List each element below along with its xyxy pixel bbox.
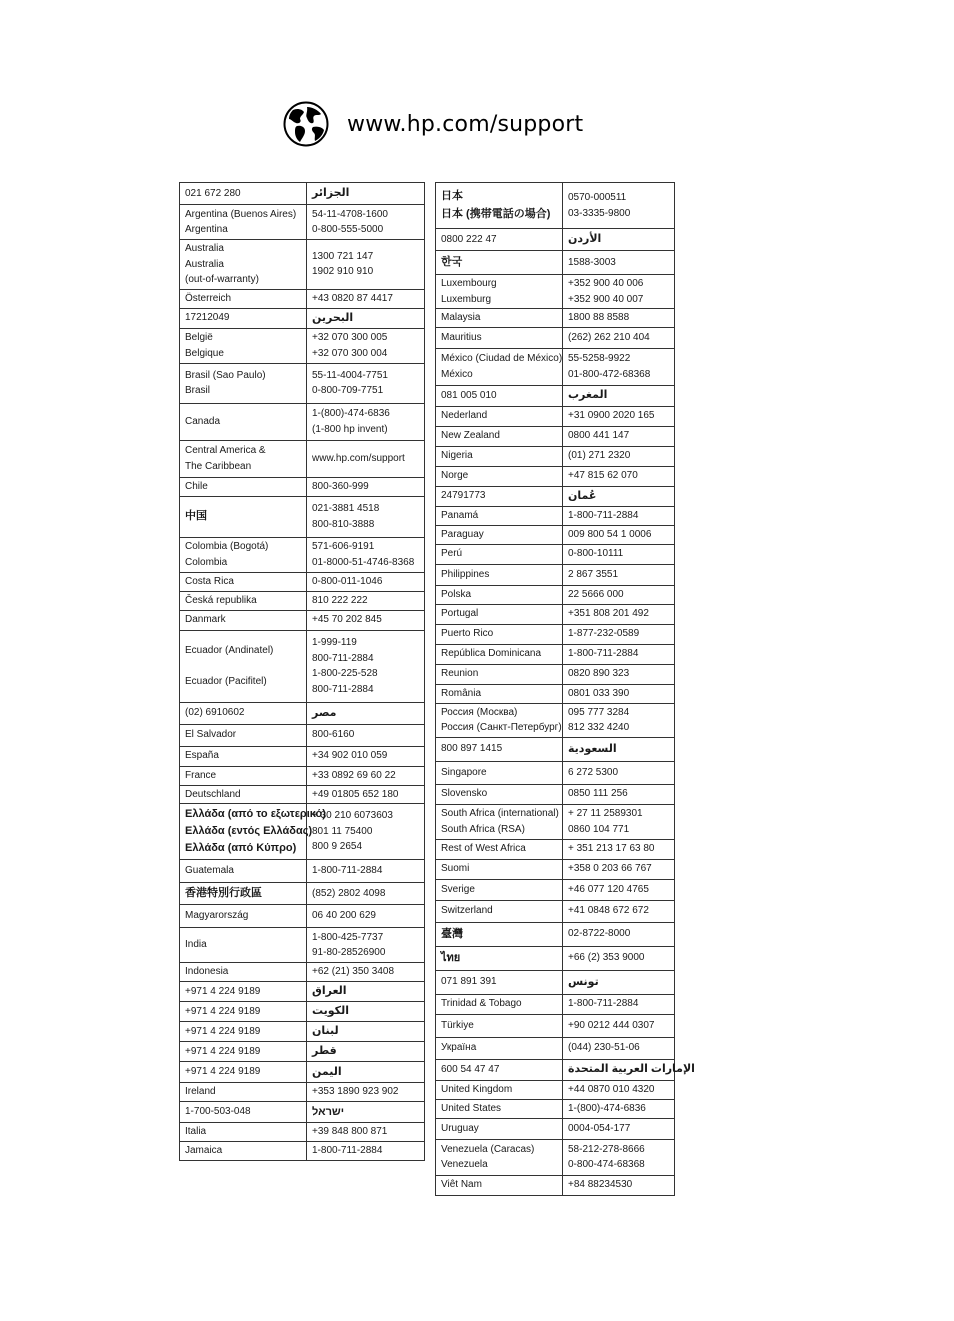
country-cell: México (Ciudad de México) México [436,348,563,385]
country-cell: +971 4 224 9189 [180,1042,307,1062]
table-row [436,525,675,544]
phone-cell: + 27 11 2589301 0860 104 771 [563,804,675,839]
table-row [180,963,425,982]
table-row [436,703,675,737]
table-row [436,1059,675,1080]
table-row [180,572,425,591]
table-row [436,446,675,466]
phone-cell: 1-(800)-474-6836 (1-800 hp invent) [307,403,425,440]
table-row [436,970,675,994]
country-cell: Canada [180,403,307,440]
country-cell: 한국 [436,251,563,275]
table-row [180,785,425,804]
table-row [180,1022,425,1042]
table-row [180,610,425,630]
country-cell: Україна [436,1037,563,1059]
phone-cell: +44 0870 010 4320 [563,1080,675,1099]
country-cell: Rest of West Africa [436,839,563,859]
country-cell: România [436,684,563,703]
header [283,100,583,148]
phone-cell: 1-800-711-2884 [563,506,675,525]
table-row [436,585,675,604]
country-cell: Venezuela (Caracas) Venezuela [436,1139,563,1175]
table-row [180,205,425,240]
table-row [180,537,425,572]
country-cell: Danmark [180,610,307,630]
phone-cell: 22 5666 000 [563,585,675,604]
table-row [436,737,675,761]
country-cell: Portugal [436,604,563,624]
country-cell: Philippines [436,564,563,585]
country-cell: +971 4 224 9189 [180,1022,307,1042]
phone-cell: (01) 271 2320 [563,446,675,466]
phone-cell: 55-11-4004-7751 0-800-709-7751 [307,363,425,403]
table-row [180,928,425,963]
phone-cell: 2 867 3551 [563,564,675,585]
phone-cell: 1-800-711-2884 [307,860,425,883]
country-cell: Reunion [436,664,563,684]
table-row [180,1123,425,1142]
table-row [436,644,675,664]
phone-cell: الكويت [307,1002,425,1022]
country-cell: Ecuador (Andinatel) Ecuador (Pacifitel) [180,630,307,702]
country-cell: República Dominicana [436,644,563,664]
phone-cell: 0800 441 147 [563,426,675,446]
phone-cell: +31 0900 2020 165 [563,406,675,426]
country-cell: 臺灣 [436,922,563,946]
phone-cell: 1-999-119 800-711-2884 1-800-225-528 800-711-2884 [307,630,425,702]
phone-cell: الأردن [563,229,675,251]
table-row [436,564,675,585]
table-row [436,251,675,275]
country-cell: +971 4 224 9189 [180,1062,307,1083]
country-cell: 0800 222 47 [436,229,563,251]
phone-cell: الإمارات العربية المتحدة [563,1059,675,1080]
phone-cell: 800-360-999 [307,477,425,496]
phone-cell: +41 0848 672 672 [563,900,675,922]
right-contact-table [435,182,695,1196]
country-cell: Switzerland [436,900,563,922]
table-row [436,1099,675,1118]
table-row [436,466,675,486]
country-cell: Central America & The Caribbean [180,440,307,477]
table-row [180,591,425,610]
table-row [180,477,425,496]
phone-cell: (044) 230-51-06 [563,1037,675,1059]
table-row [436,275,675,309]
country-cell: United States [436,1099,563,1118]
phone-cell: +34 902 010 059 [307,746,425,766]
phone-cell: 1300 721 147 1902 910 910 [307,240,425,290]
country-cell: Viêt Nam [436,1175,563,1195]
country-cell: Magyarország [180,905,307,928]
phone-cell: 58-212-278-8666 0-800-474-68368 [563,1139,675,1175]
country-cell: Singapore [436,761,563,784]
phone-cell: +33 0892 69 60 22 [307,766,425,785]
table-row [180,702,425,724]
country-cell: Perú [436,544,563,564]
support-url[interactable]: www.hp.com/support [347,111,584,137]
country-cell: Paraguay [436,525,563,544]
country-cell: Brasil (Sao Paulo) Brasil [180,363,307,403]
country-cell: Puerto Rico [436,624,563,644]
table-row [436,486,675,506]
country-cell: Chile [180,477,307,496]
country-cell: Österreich [180,289,307,308]
country-cell: Indonesia [180,963,307,982]
table-row [436,327,675,348]
country-cell: +971 4 224 9189 [180,982,307,1002]
table-row [180,1042,425,1062]
phone-cell: الجزائر [307,183,425,205]
country-cell: Uruguay [436,1118,563,1139]
country-cell: 1-700-503-048 [180,1102,307,1123]
country-cell: 17212049 [180,308,307,328]
phone-cell: +90 0212 444 0307 [563,1014,675,1037]
table-row [436,839,675,859]
phone-cell: +62 (21) 350 3408 [307,963,425,982]
phone-cell: +46 077 120 4765 [563,879,675,900]
country-cell: Slovensko [436,784,563,804]
table-row [436,309,675,328]
phone-cell: +84 88234530 [563,1175,675,1195]
table-row [436,426,675,446]
table-row [436,946,675,970]
table-row [436,684,675,703]
country-cell: Trinidad & Tobago [436,994,563,1014]
country-cell: 日本 日本 (携帯電話の場合) [436,183,563,229]
table-row [436,761,675,784]
table-row [180,1062,425,1083]
phone-cell: +353 1890 923 902 [307,1083,425,1102]
phone-cell: اليمن [307,1062,425,1083]
phone-cell: 55-5258-9922 01-800-472-68368 [563,348,675,385]
phone-cell: + 30 210 6073603 801 11 75400 800 9 2654 [307,804,425,860]
phone-cell: 0801 033 390 [563,684,675,703]
country-cell: 800 897 1415 [436,737,563,761]
phone-cell: +352 900 40 006 +352 900 40 007 [563,275,675,309]
table-row [436,348,675,385]
table-row [436,804,675,839]
phone-cell: 810 222 222 [307,591,425,610]
table-row [436,994,675,1014]
phone-cell: +39 848 800 871 [307,1123,425,1142]
country-cell: (02) 6910602 [180,702,307,724]
table-row [436,183,675,229]
left-contact-table [179,182,425,1161]
country-cell: Costa Rica [180,572,307,591]
country-cell: België Belgique [180,328,307,363]
table-row [436,506,675,525]
globe-icon [283,101,329,147]
phone-cell: 0-800-011-1046 [307,572,425,591]
phone-cell: 1-800-425-7737 91-80-28526900 [307,928,425,963]
table-row [436,1014,675,1037]
phone-cell: 1588-3003 [563,251,675,275]
phone-cell: 06 40 200 629 [307,905,425,928]
table-row [436,900,675,922]
phone-cell: + 351 213 17 63 80 [563,839,675,859]
table-row [180,804,425,860]
country-cell: Australia Australia (out-of-warranty) [180,240,307,290]
phone-cell: +66 (2) 353 9000 [563,946,675,970]
phone-cell: 571-606-9191 01-8000-51-4746-8368 [307,537,425,572]
country-cell: Argentina (Buenos Aires) Argentina [180,205,307,240]
table-row [180,403,425,440]
country-cell: Malaysia [436,309,563,328]
country-cell: Luxembourg Luxemburg [436,275,563,309]
table-row [436,922,675,946]
table-row [180,630,425,702]
country-cell: France [180,766,307,785]
table-row [436,664,675,684]
phone-cell: +358 0 203 66 767 [563,859,675,879]
country-cell: Deutschland [180,785,307,804]
table-row [436,1139,675,1175]
country-cell: 081 005 010 [436,385,563,406]
table-row [180,440,425,477]
country-cell: 021 672 280 [180,183,307,205]
table-row [436,1080,675,1099]
phone-cell: 021-3881 4518 800-810-3888 [307,496,425,537]
phone-cell: لبنان [307,1022,425,1042]
country-cell: España [180,746,307,766]
table-row [436,544,675,564]
country-cell: Colombia (Bogotá) Colombia [180,537,307,572]
table-row [436,1037,675,1059]
country-cell: United Kingdom [436,1080,563,1099]
phone-cell: 095 777 3284 812 332 4240 [563,703,675,737]
country-cell: Mauritius [436,327,563,348]
phone-cell: +32 070 300 005 +32 070 300 004 [307,328,425,363]
table-row [180,982,425,1002]
table-row [436,604,675,624]
phone-cell: 0820 890 323 [563,664,675,684]
country-cell: Ελλάδα (από το εξωτερικό) Ελλάδα (εντός Ελλάδας) Ελλάδα (από Κύπρο) [180,804,307,860]
phone-cell: تونس [563,970,675,994]
country-cell: 600 54 47 47 [436,1059,563,1080]
table-row [436,859,675,879]
country-cell: 24791773 [436,486,563,506]
country-cell: Panamá [436,506,563,525]
country-cell: Nederland [436,406,563,426]
phone-cell: قطر [307,1042,425,1062]
phone-cell: 1-800-711-2884 [563,644,675,664]
phone-cell: السعودية [563,737,675,761]
phone-cell: 54-11-4708-1600 0-800-555-5000 [307,205,425,240]
table-row [436,1175,675,1195]
table-row [180,905,425,928]
country-cell: Polska [436,585,563,604]
table-row [180,766,425,785]
table-row [436,406,675,426]
phone-cell: عُمان [563,486,675,506]
phone-cell: العراق [307,982,425,1002]
country-cell: Česká republika [180,591,307,610]
table-row [180,1142,425,1161]
table-row [180,308,425,328]
table-row [180,363,425,403]
table-row [180,746,425,766]
country-cell: Türkiye [436,1014,563,1037]
country-cell: India [180,928,307,963]
phone-cell: 1-800-711-2884 [563,994,675,1014]
table-row [180,240,425,290]
phone-cell: 0570-000511 03-3335-9800 [563,183,675,229]
table-row [180,328,425,363]
table-row [436,229,675,251]
phone-cell: 0004-054-177 [563,1118,675,1139]
phone-cell: +351 808 201 492 [563,604,675,624]
country-cell: Sverige [436,879,563,900]
country-cell: 香港特別行政區 [180,883,307,905]
table-row [180,1102,425,1123]
country-cell: ไทย [436,946,563,970]
phone-cell: 800-6160 [307,724,425,746]
phone-cell: 0-800-10111 [563,544,675,564]
table-row [436,784,675,804]
country-cell: +971 4 224 9189 [180,1002,307,1022]
table-row [436,1118,675,1139]
phone-cell: 6 272 5300 [563,761,675,784]
country-cell: Ireland [180,1083,307,1102]
country-cell: 071 891 391 [436,970,563,994]
table-row [180,724,425,746]
table-row [180,883,425,905]
table-row [436,385,675,406]
phone-cell: 1-877-232-0589 [563,624,675,644]
country-cell: Nigeria [436,446,563,466]
country-cell: New Zealand [436,426,563,446]
country-cell: 中国 [180,496,307,537]
phone-cell: 0850 111 256 [563,784,675,804]
phone-cell: 009 800 54 1 0006 [563,525,675,544]
table-row [180,1083,425,1102]
table-row [180,1002,425,1022]
table-row [436,879,675,900]
phone-cell: +45 70 202 845 [307,610,425,630]
country-cell: Jamaica [180,1142,307,1161]
phone-cell: 1-800-711-2884 [307,1142,425,1161]
phone-cell: (852) 2802 4098 [307,883,425,905]
table-row [436,624,675,644]
table-row [180,496,425,537]
phone-cell: +49 01805 652 180 [307,785,425,804]
phone-cell: 1-(800)-474-6836 [563,1099,675,1118]
phone-cell: ישראל [307,1102,425,1123]
table-row [180,860,425,883]
phone-cell: (262) 262 210 404 [563,327,675,348]
phone-cell: www.hp.com/support [307,440,425,477]
table-row [180,289,425,308]
phone-cell: 1800 88 8588 [563,309,675,328]
country-cell: Norge [436,466,563,486]
country-cell: South Africa (international) South Africa (RSA) [436,804,563,839]
country-cell: El Salvador [180,724,307,746]
phone-cell: المغرب [563,385,675,406]
country-cell: Italia [180,1123,307,1142]
phone-cell: مصر [307,702,425,724]
country-cell: Россия (Москва) Россия (Санкт-Петербург) [436,703,563,737]
country-cell: Guatemala [180,860,307,883]
phone-cell: 02-8722-8000 [563,922,675,946]
table-row [180,183,425,205]
phone-cell: +43 0820 87 4417 [307,289,425,308]
phone-cell: البحرين [307,308,425,328]
phone-cell: +47 815 62 070 [563,466,675,486]
country-cell: Suomi [436,859,563,879]
